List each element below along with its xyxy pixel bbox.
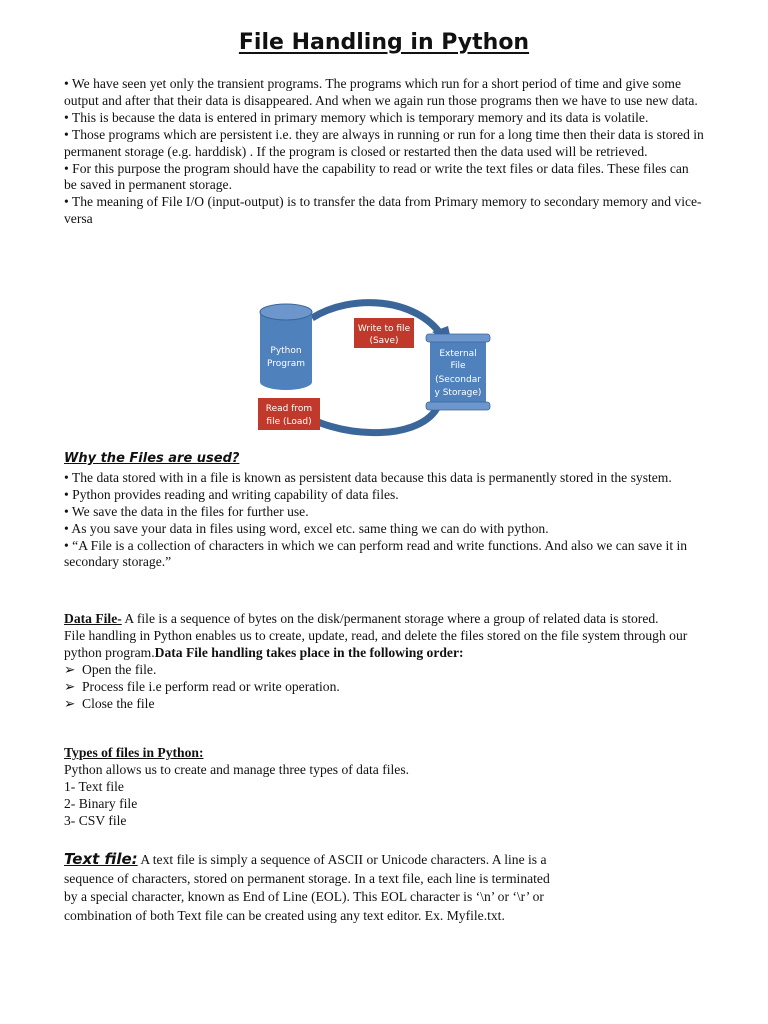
read-label-2: file (Load) xyxy=(266,417,312,427)
python-program-cylinder xyxy=(260,304,312,390)
types-intro: Python allows us to create and manage three types of data files. xyxy=(64,761,410,777)
text-file-label: Text file: xyxy=(64,850,138,868)
step-item: ➢ Close the file xyxy=(64,695,155,711)
types-list-item: 3- CSV file xyxy=(64,812,127,828)
read-from-file-box xyxy=(258,398,320,430)
intro-section xyxy=(64,76,704,228)
write-label-1: Write to file xyxy=(357,324,411,334)
why-item: • As you save your data in files using word, excel etc. same thing we can do with python. xyxy=(64,520,549,536)
program-label-2: Program xyxy=(267,359,305,369)
data-file-order xyxy=(64,628,704,662)
intro-paragraph: • We have seen yet only the transient programs. The programs which run for a short period of time and give some output and after that their data is disappeared. And when we again run those programs then we have to use new data. xyxy=(64,76,698,108)
external-file-scroll xyxy=(426,334,490,410)
text-file-line: sequence of characters, stored on permanent storage. In a text file, each line is terminated xyxy=(64,870,550,886)
why-section xyxy=(64,450,704,571)
why-item: • Python provides reading and writing capability of data files. xyxy=(64,486,399,502)
write-label-2: (Save) xyxy=(369,336,399,346)
external-label-1: External xyxy=(439,349,477,359)
data-file-text: A file is a sequence of bytes on the disk/permanent storage where a group of related data is stored. xyxy=(121,611,659,626)
text-file-section xyxy=(64,850,704,925)
data-file-order-bold: Data File handling takes place in the following order: xyxy=(154,644,464,660)
why-item: • We save the data in the files for further use. xyxy=(64,503,309,519)
why-item: • The data stored with in a file is known as persistent data because this data is permanently stored in the system. xyxy=(64,469,672,485)
text-file-line: by a special character, known as End of Line (EOL). This EOL character is ‘\n’ or ‘\r’ or xyxy=(64,889,544,905)
arrow-icon: ➢ xyxy=(64,661,76,677)
external-label-3: (Secondar xyxy=(435,375,481,385)
data-file-text2: File handling in Python enables us to create, update, read, and delete the files stored on the file system through our python program. xyxy=(64,627,688,660)
types-section xyxy=(64,745,704,830)
intro-paragraph: • Those programs which are persistent i.e. they are always in running or run for a long time then their data is stored in permanent storage (e.g. harddisk) . If the program is closed or restarted then the data used will be retrieved. xyxy=(64,126,704,159)
why-item: • “A File is a collection of characters in which we can perform read and write functions. And also we can save it in secondary storage.” xyxy=(64,537,688,570)
intro-paragraph: • This is because the data is entered in primary memory which is temporary memory and its data is volatile. xyxy=(64,109,649,125)
intro-paragraph: • The meaning of File I/O (input-output) is to transfer the data from Primary memory to secondary memory and vice-versa xyxy=(64,194,702,227)
arrow-icon: ➢ xyxy=(64,695,76,711)
program-label-1: Python xyxy=(270,346,302,356)
step-item: ➢ Open the file. xyxy=(64,661,157,677)
external-label-2: File xyxy=(450,361,466,371)
page-title: File Handling in Python xyxy=(238,30,530,55)
external-label-4: y Storage) xyxy=(434,388,482,398)
types-list-item: 1- Text file xyxy=(64,778,124,794)
data-file-label: Data File- xyxy=(64,611,122,626)
types-heading: Types of files in Python: xyxy=(64,745,204,760)
arrow-icon: ➢ xyxy=(64,678,76,694)
text-file-line: combination of both Text file can be created using any text editor. Ex. Myfile.txt. xyxy=(64,907,505,923)
file-io-diagram xyxy=(252,298,502,438)
step-item: ➢ Process file i.e perform read or write operation. xyxy=(64,678,340,694)
data-file-definition xyxy=(64,611,704,628)
read-label-1: Read from xyxy=(265,404,313,414)
write-to-file-box xyxy=(354,318,414,348)
types-list-item: 2- Binary file xyxy=(64,795,138,811)
data-file-section xyxy=(64,611,704,712)
intro-paragraph: • For this purpose the program should have the capability to read or write the text files or data files. These files can be saved in permanent storage. xyxy=(64,160,689,193)
text-file-line: A text file is simply a sequence of ASCII or Unicode characters. A line is a xyxy=(137,852,547,867)
why-heading: Why the Files are used? xyxy=(64,451,240,466)
